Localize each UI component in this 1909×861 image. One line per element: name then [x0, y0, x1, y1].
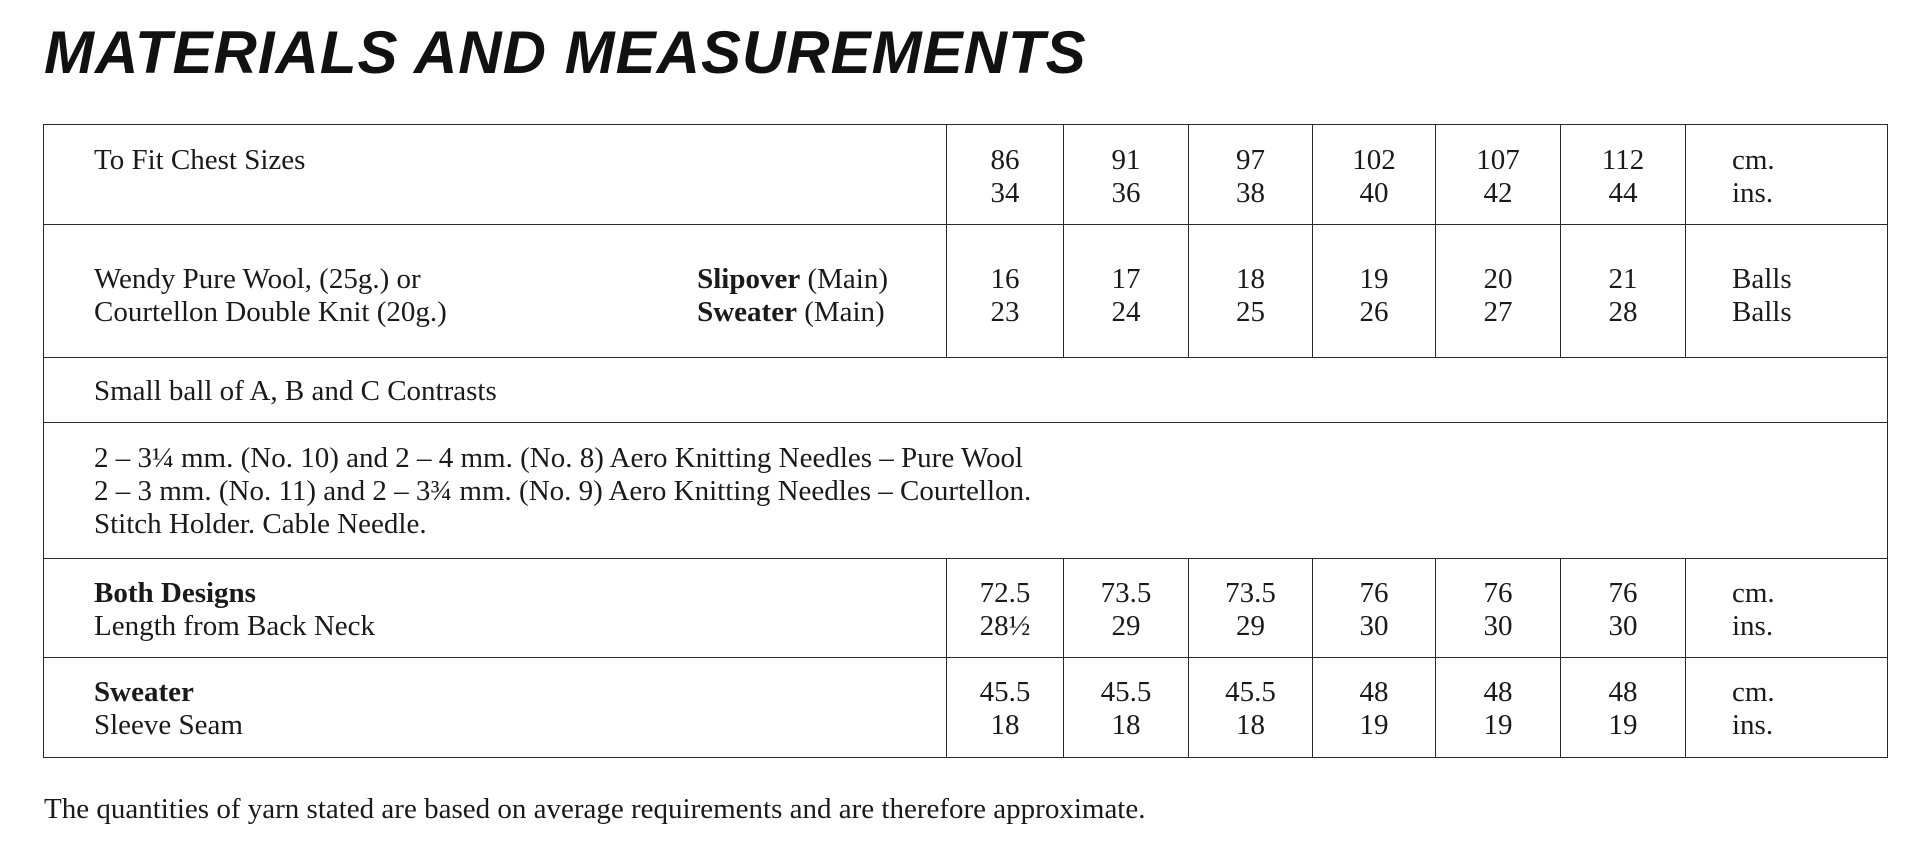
- length-col-6: [1561, 559, 1686, 658]
- sweater-balls: 25: [1236, 296, 1265, 328]
- yarn-col-6: [1561, 225, 1686, 358]
- chest-sizes-label: To Fit Chest Sizes: [94, 144, 306, 176]
- length-ins: 30: [1608, 610, 1638, 642]
- sleeve-ins: 18: [990, 709, 1020, 741]
- needles-line-3: Stitch Holder. Cable Needle.: [94, 508, 427, 540]
- yarn-line-1: Wendy Pure Wool, (25g.) or: [94, 263, 421, 295]
- sweater-label: Sweater (Main): [697, 296, 885, 328]
- size-cm: 86: [990, 144, 1020, 176]
- sleeve-ins: 18: [1111, 709, 1141, 741]
- contrasts-text: Small ball of A, B and C Contrasts: [94, 375, 497, 407]
- sweater-balls: 24: [1111, 296, 1141, 328]
- sleeve-cm: 45.5: [1100, 676, 1152, 708]
- length-ins: 30: [1483, 610, 1513, 642]
- sleeve-ins: 19: [1483, 709, 1513, 741]
- size-ins: 40: [1359, 177, 1389, 209]
- sweater-balls: 28: [1608, 296, 1638, 328]
- size-col-6: [1561, 125, 1686, 225]
- yarn-col-4: [1313, 225, 1436, 358]
- size-col-3: [1189, 125, 1313, 225]
- contrasts-row: [44, 358, 1888, 423]
- sleeve-cm: 45.5: [979, 676, 1031, 708]
- sleeve-ins: 19: [1608, 709, 1638, 741]
- length-cm: 76: [1359, 577, 1389, 609]
- yarn-row: [44, 225, 1888, 358]
- yarn-col-3: [1189, 225, 1313, 358]
- length-col-3: [1189, 559, 1313, 658]
- length-units: [1686, 559, 1888, 658]
- size-ins: 42: [1483, 177, 1513, 209]
- length-col-2: [1064, 559, 1189, 658]
- size-units: [1686, 125, 1888, 225]
- slipover-balls: 21: [1608, 263, 1638, 295]
- size-ins: 38: [1236, 177, 1265, 209]
- yarn-quantity-note: The quantities of yarn stated are based on average requirements and are therefore approximate.: [44, 793, 1146, 825]
- length-col-4: [1313, 559, 1436, 658]
- needles-row: [44, 423, 1888, 559]
- needles-cell: [44, 423, 1888, 559]
- sleeve-col-6: [1561, 658, 1686, 758]
- sleeve-label: Sleeve Seam: [94, 709, 243, 741]
- yarn-label-cell: [44, 225, 947, 358]
- size-ins: 44: [1608, 177, 1638, 209]
- length-ins: 29: [1111, 610, 1141, 642]
- unit-cm: cm.: [1732, 577, 1775, 609]
- length-cm: 73.5: [1225, 577, 1276, 609]
- length-cm: 76: [1483, 577, 1513, 609]
- slipover-balls: 16: [990, 263, 1020, 295]
- garment-types: [697, 263, 888, 329]
- sleeve-col-2: [1064, 658, 1189, 758]
- length-heading: Both Designs: [94, 577, 256, 609]
- chest-sizes-label-cell: [44, 125, 947, 225]
- size-ins: 34: [990, 177, 1020, 209]
- size-cm: 112: [1601, 144, 1645, 176]
- length-col-5: [1436, 559, 1561, 658]
- unit-cm: cm.: [1732, 676, 1775, 708]
- sleeve-cm: 48: [1608, 676, 1638, 708]
- unit-cm: cm.: [1732, 144, 1775, 176]
- size-col-1: [947, 125, 1064, 225]
- chest-sizes-row: [44, 125, 1888, 225]
- materials-table: [43, 124, 1888, 758]
- yarn-col-2: [1064, 225, 1189, 358]
- yarn-col-5: [1436, 225, 1561, 358]
- size-cm: 107: [1476, 144, 1520, 176]
- sleeve-col-3: [1189, 658, 1313, 758]
- sleeve-ins: 18: [1236, 709, 1265, 741]
- length-cm: 76: [1608, 577, 1638, 609]
- sleeve-cm: 48: [1483, 676, 1513, 708]
- sleeve-col-1: [947, 658, 1064, 758]
- sweater-balls: 23: [990, 296, 1020, 328]
- slipover-balls: 18: [1236, 263, 1265, 295]
- unit-balls: Balls: [1732, 296, 1792, 328]
- slipover-balls: 17: [1111, 263, 1141, 295]
- length-ins: 29: [1236, 610, 1265, 642]
- size-cm: 97: [1236, 144, 1265, 176]
- unit-balls: Balls: [1732, 263, 1792, 295]
- page-title: MATERIALS AND MEASUREMENTS: [44, 19, 1087, 86]
- sleeve-label-cell: [44, 658, 947, 758]
- size-ins: 36: [1111, 177, 1141, 209]
- contrasts-cell: [44, 358, 1888, 423]
- slipover-balls: 20: [1483, 263, 1513, 295]
- size-cm: 102: [1352, 144, 1396, 176]
- unit-ins: ins.: [1732, 610, 1774, 642]
- sleeve-row: [44, 658, 1888, 758]
- sleeve-cm: 45.5: [1225, 676, 1276, 708]
- size-col-4: [1313, 125, 1436, 225]
- slipover-balls: 19: [1359, 263, 1389, 295]
- size-col-5: [1436, 125, 1561, 225]
- yarn-line-2: Courtellon Double Knit (20g.): [94, 296, 447, 328]
- length-ins: 30: [1359, 610, 1389, 642]
- size-cm: 91: [1111, 144, 1141, 176]
- length-col-1: [947, 559, 1064, 658]
- slipover-label: Slipover (Main): [697, 263, 888, 295]
- length-cm: 72.5: [979, 577, 1031, 609]
- sleeve-units: [1686, 658, 1888, 758]
- length-cm: 73.5: [1100, 577, 1152, 609]
- yarn-units: [1686, 225, 1888, 358]
- sweater-balls: 27: [1483, 296, 1513, 328]
- sleeve-heading: Sweater: [94, 676, 194, 708]
- length-label-cell: [44, 559, 947, 658]
- yarn-description: [94, 263, 447, 329]
- sleeve-col-4: [1313, 658, 1436, 758]
- unit-ins: ins.: [1732, 177, 1774, 209]
- sleeve-cm: 48: [1359, 676, 1389, 708]
- needles-line-2: 2 – 3 mm. (No. 11) and 2 – 3¾ mm. (No. 9) Aero Knitting Needles – Courtellon.: [94, 475, 1032, 507]
- length-ins: 28½: [979, 610, 1031, 642]
- sweater-balls: 26: [1359, 296, 1389, 328]
- size-col-2: [1064, 125, 1189, 225]
- length-row: [44, 559, 1888, 658]
- unit-ins: ins.: [1732, 709, 1774, 741]
- needles-line-1: 2 – 3¼ mm. (No. 10) and 2 – 4 mm. (No. 8) Aero Knitting Needles – Pure Wool: [94, 442, 1024, 474]
- sleeve-col-5: [1436, 658, 1561, 758]
- sleeve-ins: 19: [1359, 709, 1389, 741]
- yarn-col-1: [947, 225, 1064, 358]
- length-label: Length from Back Neck: [94, 610, 376, 642]
